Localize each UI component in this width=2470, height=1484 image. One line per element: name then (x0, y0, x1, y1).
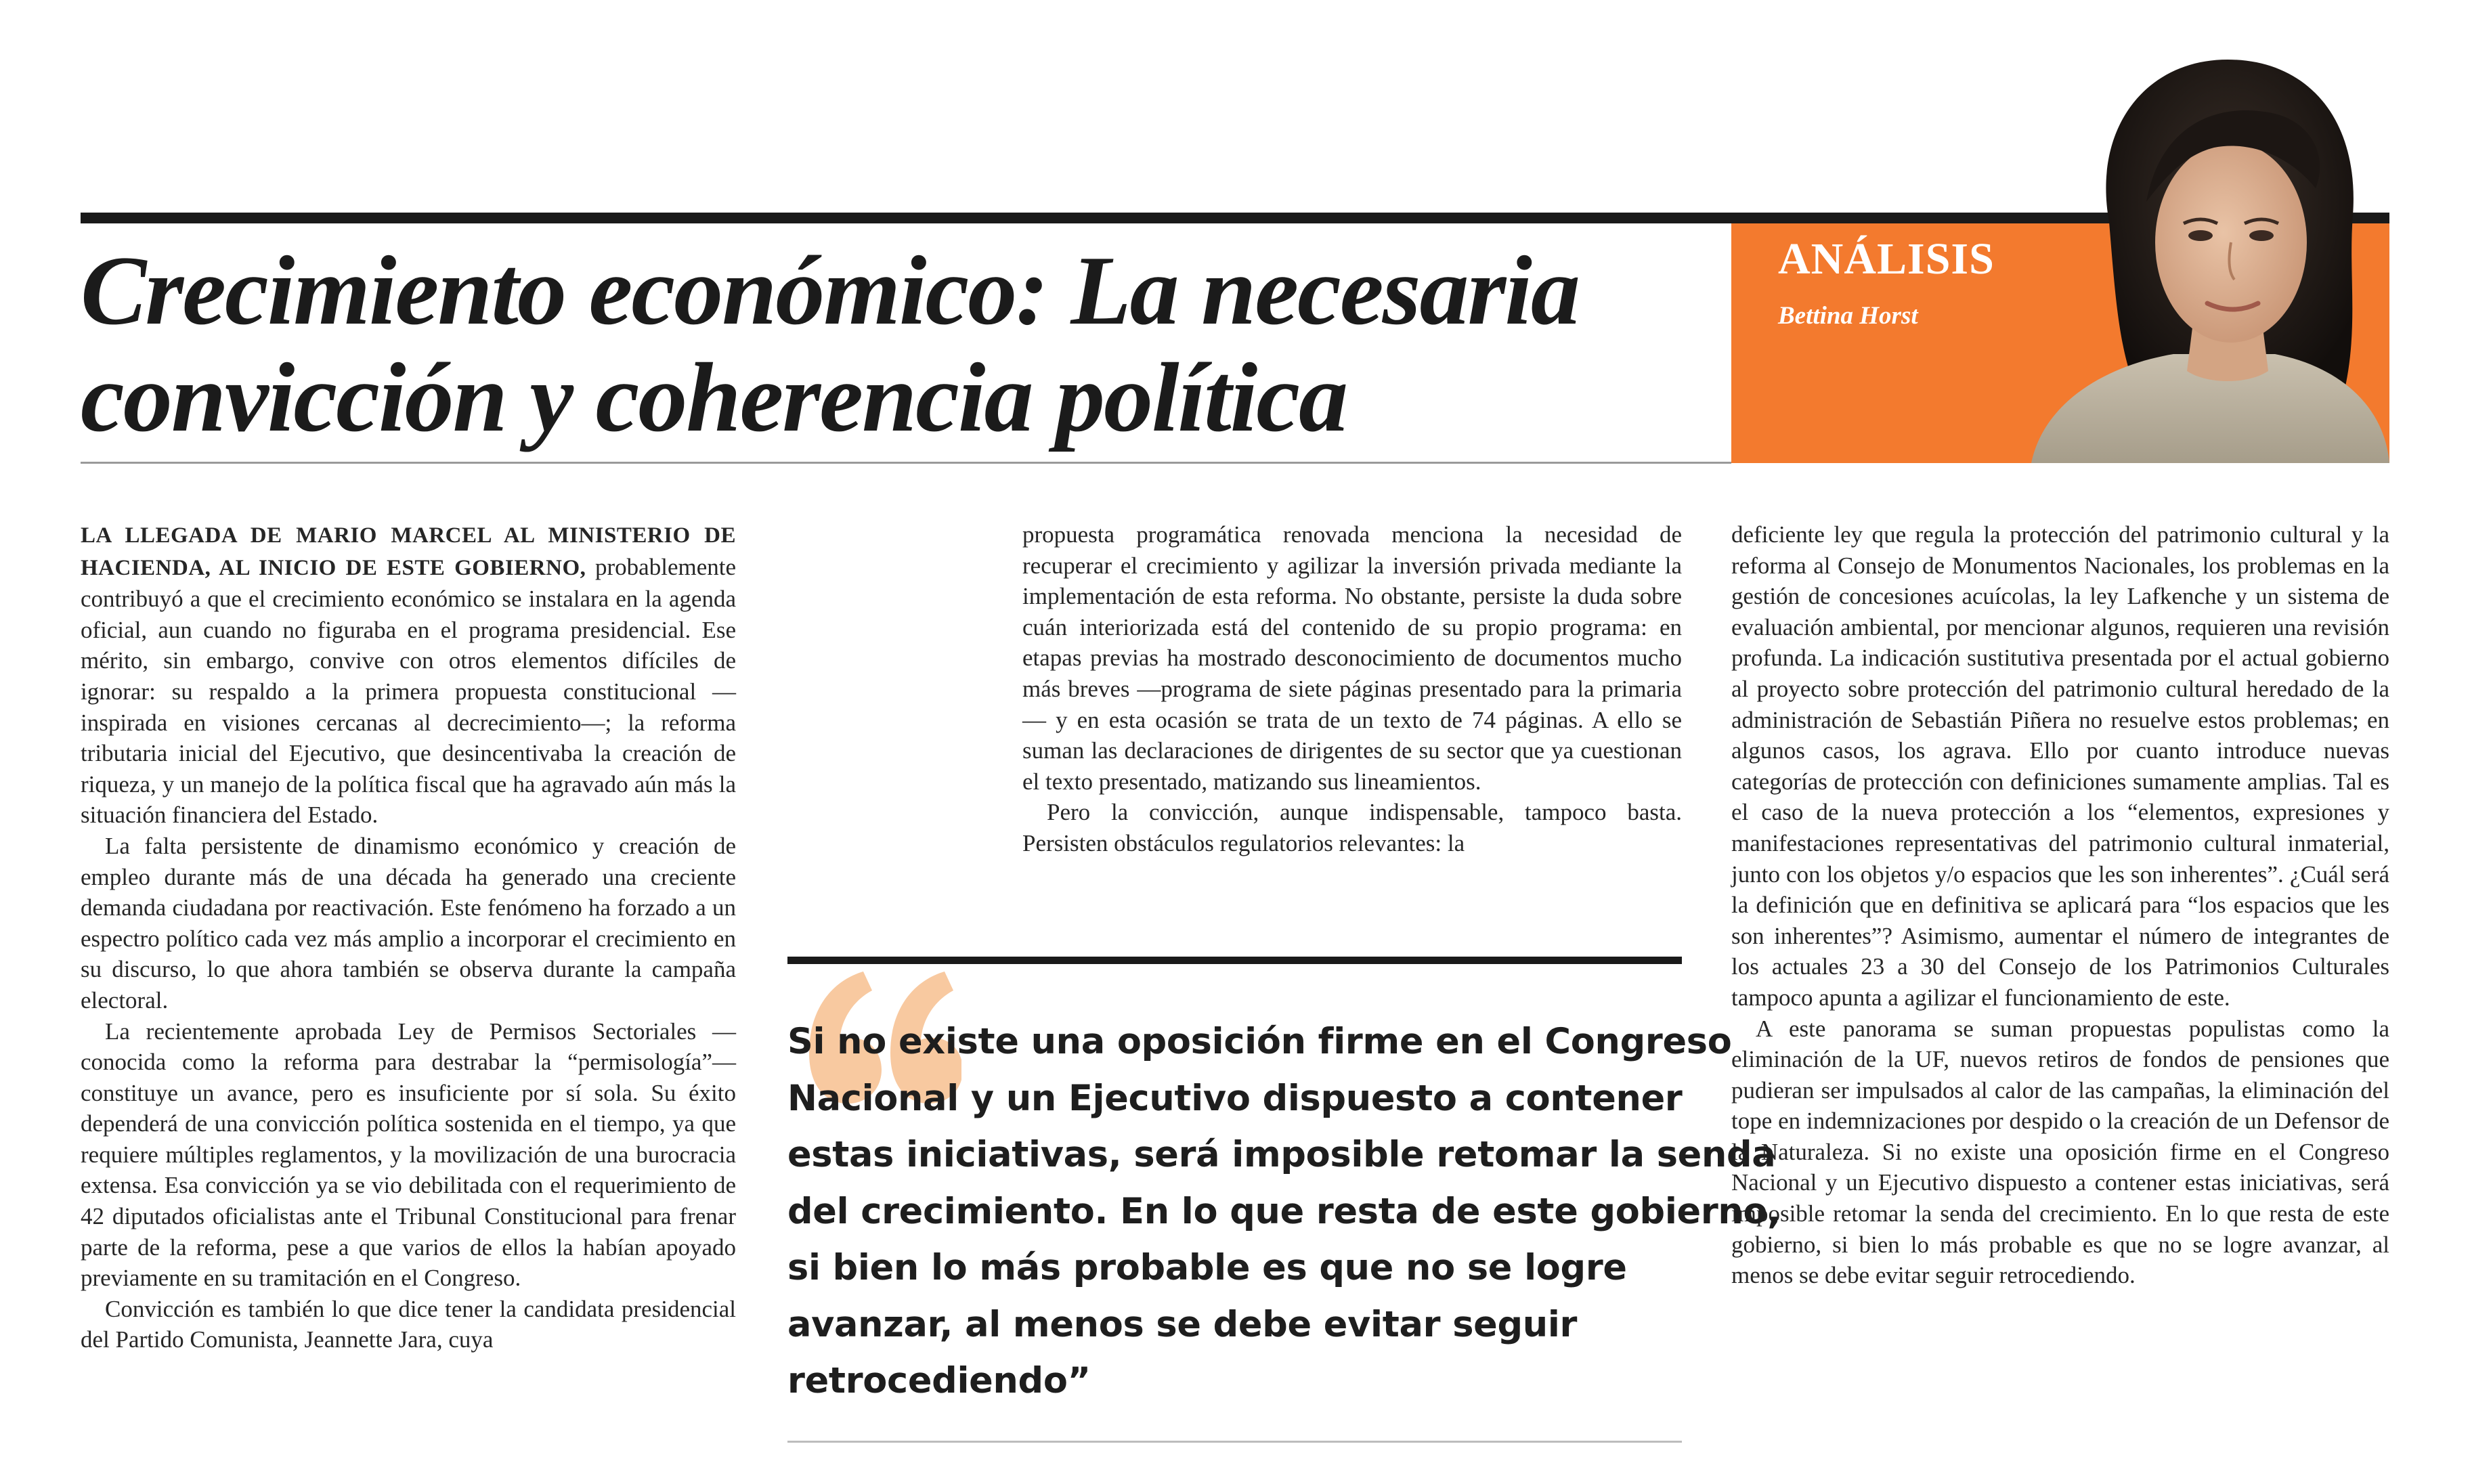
pull-quote-line: si bien lo más probable es que no se logre (787, 1247, 1627, 1288)
paragraph: propuesta programática renovada menciona la necesidad de recuperar el crecimiento y agilizar la inversión privada mediante la implementación de esta reforma. No obstante, persiste la duda sobre cuán interiorizada está del contenido de su propio programa: en etapas previas ha mostrado desconocimiento de documentos mucho más breves —programa de siete páginas presentado para la primaria— y en esta ocasión se trata de un texto de 74 páginas. A ello se suman las declaraciones de dirigentes de su sector que ya cuestionan el texto presentado, matizando sus lineamientos. (1022, 521, 1682, 795)
lead-in: LA LLEGADA DE MARIO MARCEL AL MINISTERIO DE HACIENDA, AL INICIO DE ESTE GOBIERNO, (81, 523, 736, 580)
paragraph: Convicción es también lo que dice tener la candidata presidencial del Partido Comunista, Jeannette Jara, cuya (81, 1295, 736, 1353)
headline-divider (81, 462, 1731, 464)
paragraph (81, 519, 736, 831)
headline-line-1: Crecimiento económico: La necesaria (81, 236, 1579, 345)
author-name: Bettina Horst (1778, 302, 1918, 330)
pull-quote-line: Nacional y un Ejecutivo dispuesto a contener (787, 1077, 1683, 1119)
paragraph: Pero la convicción, aunque indispensable, tampoco basta. Persisten obstáculos regulatorios relevantes: la (1022, 799, 1682, 856)
paragraph: La recientemente aprobada Ley de Permisos Sectoriales —conocida como la reforma para destrabar la “permisología”— constituye un avance, pero es insuficiente por sí sola. Su éxito dependerá de una convicción política sostenida en el tiempo, ya que requiere múltiples reglamentos, y la movilización de una burocracia extensa. Esa convicción ya se vio debilitada con el requerimiento de 42 diputados oficialistas ante el Tribunal Constitucional para frenar parte de la reforma, pese a que varios de ellos la habían apoyado previamente en su tramitación en el Congreso. (81, 1018, 736, 1292)
pull-quote-line: estas iniciativas, será imposible retomar la senda (787, 1134, 1776, 1175)
author-portrait (1991, 46, 2389, 463)
pull-quote-line: del crecimiento. En lo que resta de este gobierno, (787, 1190, 1781, 1232)
pull-quote-line: retrocediendo” (787, 1360, 1091, 1401)
section-label: ANÁLISIS (1778, 234, 1995, 284)
pull-quote-line: avanzar, al menos se debe evitar seguir (787, 1303, 1578, 1345)
paragraph: A este panorama se suman propuestas populistas como la eliminación de la UF, nuevos retiros de fondos de pensiones que pudieran ser impulsados al calor de las campañas, la eliminación del tope en indemnizaciones por despido o la creación de un Defensor de la Naturaleza. Si no existe una oposición firme en el Congreso Nacional y un Ejecutivo dispuesto a contener estas iniciativas, será imposible retomar la senda del crecimiento. En lo que resta de este gobierno, si bien lo más probable es que no se logre avanzar, al menos se debe evitar seguir retrocediendo. (1731, 1015, 2389, 1289)
headline (81, 237, 1692, 451)
article-column-1 (81, 519, 736, 1355)
paragraph: La falta persistente de dinamismo económico y creación de empleo durante más de una década ha generado una creciente demanda ciudadana por reactivación. Este fenómeno ha forzado a un espectro político cada vez más amplio a incorporar el crecimiento en su discurso, lo que ahora también se observa durante la campaña electoral. (81, 832, 736, 1013)
pull-quote-bottom-rule (787, 1441, 1682, 1443)
paragraph-text: probablemente contribuyó a que el crecimiento económico se instalara en la agenda oficial, aun cuando no figuraba en el programa presidencial. Ese mérito, sin embargo, convive con otros elementos difíciles de ignorar: su respaldo a la primera propuesta constitucional —inspirada en visiones cercanas al decrecimiento—; la reforma tributaria inicial del Ejecutivo, que desincentivaba la creación de riqueza, y un manejo de la política fiscal que ha agravado aún más la situación financiera del Estado. (81, 553, 736, 829)
pull-quote-line: Si no existe una oposición firme en el Congreso (787, 1021, 1732, 1062)
pull-quote (787, 1013, 1781, 1410)
paragraph: deficiente ley que regula la protección del patrimonio cultural y la reforma al Consejo de Monumentos Nacionales, los problemas en la gestión de concesiones acuícolas, la ley Lafkenche y un sistema de evaluación ambiental, por mencionar algunos, requieren una revisión profunda. La indicación sustitutiva presentada por el actual gobierno al proyecto sobre protección del patrimonio cultural heredado de la administración de Sebastián Piñera no resuelve estos problemas; en algunos casos, los agrava. Ello por cuanto introduce nuevas categorías de protección con definiciones sumamente amplias. Tal es el caso de la nueva protección a los “elementos, expresiones y manifestaciones representativas del patrimonio cultural inmaterial, junto con los objetos y/o espacios que les son inherentes”. ¿Cuál será la definición que en definitiva se aplicará para “los espacios que les son inherentes”? Asimismo, aumentar el número de integrantes de los actuales 23 a 30 del Consejo de los Patrimonios Culturales tampoco apunta a agilizar el funcionamiento de este. (1731, 521, 2389, 1011)
headline-line-2: convicción y coherencia política (81, 343, 1347, 452)
article-column-3 (1731, 519, 2389, 1291)
article-column-2 (1022, 519, 1682, 859)
